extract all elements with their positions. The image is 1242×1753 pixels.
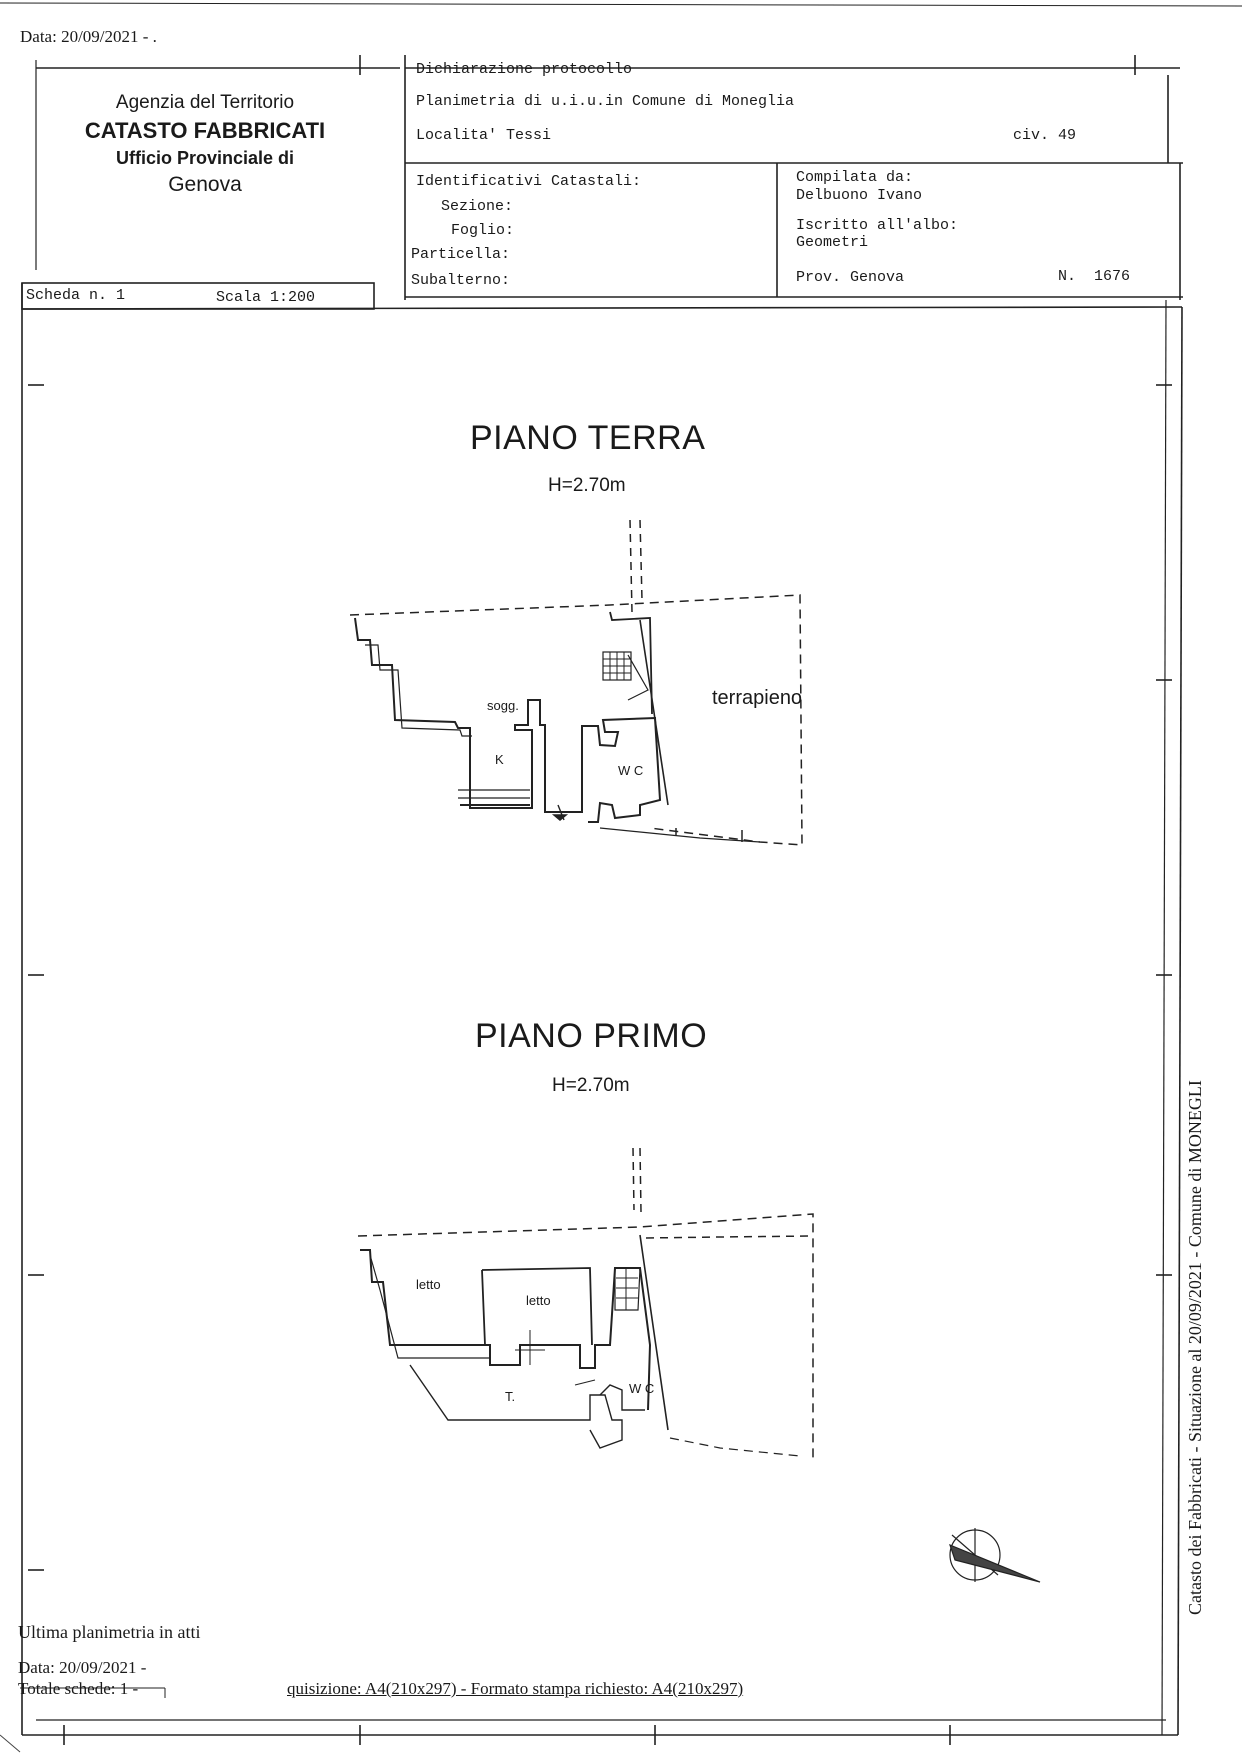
particella-label: Particella: bbox=[411, 246, 511, 263]
side-catasto-note: Catasto dei Fabbricati - Situazione al 20/09/2021 - Comune di MONEGLI bbox=[1185, 1080, 1205, 1615]
protocol-label: Dichiarazione protocollo bbox=[416, 61, 633, 78]
room-bedroom-1: letto bbox=[416, 1277, 441, 1292]
first-floor-plan bbox=[358, 1148, 813, 1458]
office-city: Genova bbox=[168, 173, 242, 196]
agency-block bbox=[40, 92, 370, 197]
register-number: N. 1676 bbox=[1058, 268, 1131, 285]
locality-label: Localita' Tessi bbox=[416, 127, 552, 144]
room-bedroom-2: letto bbox=[526, 1293, 551, 1308]
ground-floor-height: H=2.70m bbox=[548, 475, 626, 496]
profession-label: Geometri bbox=[796, 234, 869, 251]
identifiers-title: Identificativi Catastali: bbox=[416, 173, 642, 190]
office-label: Ufficio Provinciale di bbox=[115, 148, 295, 168]
north-arrow bbox=[950, 1528, 1040, 1582]
room-kitchen: K bbox=[495, 752, 504, 767]
civic-number: civ. 49 bbox=[1013, 127, 1077, 144]
room-terrace: T. bbox=[505, 1389, 516, 1404]
province-label: Prov. Genova bbox=[796, 269, 905, 286]
planimetry-label: Planimetria di u.i.u.in Comune di Moneglia bbox=[416, 93, 795, 110]
agency-name: Agenzia del Territorio bbox=[115, 92, 295, 113]
compiler-name: Delbuono Ivano bbox=[796, 187, 923, 204]
foglio-label: Foglio: bbox=[451, 222, 515, 239]
sezione-label: Sezione: bbox=[441, 198, 514, 215]
embankment-label: terrapieno bbox=[712, 687, 803, 709]
scale-label: Scala 1:200 bbox=[216, 289, 316, 306]
subalterno-label: Subalterno: bbox=[411, 272, 511, 289]
corner-mark bbox=[0, 1735, 20, 1752]
registered-label: Iscritto all'albo: bbox=[796, 217, 959, 234]
room-soggiorno: sogg. bbox=[487, 698, 519, 713]
first-floor-height: H=2.70m bbox=[552, 1075, 630, 1096]
total-sheets: Totale schede: 1 - bbox=[18, 1679, 139, 1698]
room-wc-first: W C bbox=[629, 1381, 655, 1396]
compiled-by-label: Compilata da: bbox=[796, 169, 914, 186]
catasto-title: CATASTO FABBRICATI bbox=[84, 118, 326, 143]
ground-floor-title: PIANO TERRA bbox=[470, 419, 706, 457]
last-plan-label: Ultima planimetria in atti bbox=[18, 1622, 201, 1642]
ground-floor-plan bbox=[350, 520, 802, 845]
first-floor-title: PIANO PRIMO bbox=[475, 1017, 708, 1055]
top-date: Data: 20/09/2021 - . bbox=[20, 27, 157, 46]
footer-date: Data: 20/09/2021 - bbox=[18, 1658, 147, 1677]
room-wc-ground: W C bbox=[618, 763, 644, 778]
print-format: quisizione: A4(210x297) - Formato stampa richiesto: A4(210x297) bbox=[287, 1679, 744, 1698]
scheda-number: Scheda n. 1 bbox=[26, 287, 126, 304]
